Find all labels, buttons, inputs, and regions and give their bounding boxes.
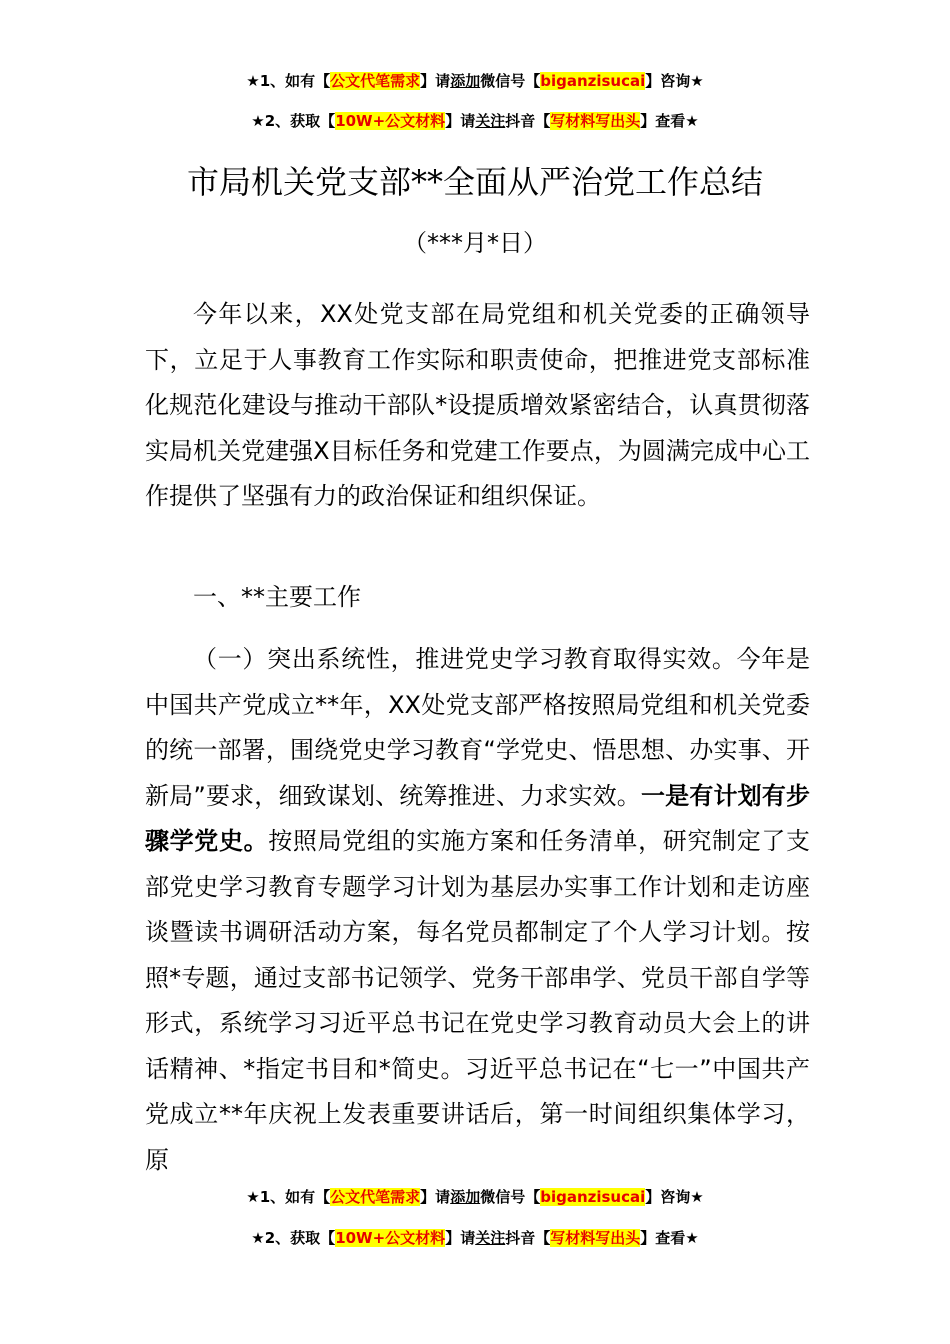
banner-text: 】请 (445, 112, 476, 130)
banner-text: ★1、如有【 (246, 1188, 331, 1206)
banner-text: 】请 (445, 1229, 476, 1247)
intro-text: 今年以来，XX处党支部在局党组和机关党委的正确领导下，立足于人事教育工作实际和职责使命，把推进党支部标准化规范化建设与推动干部队*设提质增效紧密结合，认真贯彻落实局机关党建强X目标任务和党建工作要点，为圆满完成中心工作提供了坚强有力的政治保证和组织保证。 (145, 300, 810, 510)
banner-underline: 添加 (450, 1188, 481, 1206)
heading-text: 一、**主要工作 (193, 583, 361, 611)
banner-highlight: 写材料写出头 (550, 1229, 641, 1247)
section1-paragraph (145, 637, 810, 1183)
document-date: （***月*日） (403, 229, 547, 257)
banner-underline: 关注 (475, 1229, 506, 1247)
banner-highlight: 公文代笔需求 (330, 72, 421, 90)
banner-text: ★2、获取【 (251, 1229, 336, 1247)
banner-text: 抖音【 (505, 112, 551, 130)
intro-paragraph (145, 292, 810, 520)
banner-text: 】咨询★ (645, 1188, 704, 1206)
banner-text: 微信号【 (480, 1188, 541, 1206)
banner-highlight: biganzisucai (540, 1188, 646, 1206)
banner-text: 】查看★ (640, 112, 699, 130)
banner-highlight: 10W+公文材料 (335, 112, 446, 130)
banner-text: 】请 (420, 1188, 451, 1206)
promo-banner-bottom-line2 (0, 1227, 950, 1249)
section1-rest: 按照局党组的实施方案和任务清单，研究制定了支部党史学习教育专题学习计划为基层办实事工作计划和走访座谈暨读书调研活动方案，每名党员都制定了个人学习计划。按照*专题，通过支部书记领学、党务干部串学、党员干部自学等形式，系统学习习近平总书记在党史学习教育动员大会上的讲话精神、*指定书目和*简史。习近平总书记在“七一”中国共产党成立**年庆祝上发表重要讲话后，第一时间组织集体学习，原 (145, 827, 811, 1174)
banner-text: ★1、如有【 (246, 72, 331, 90)
banner-highlight: 10W+公文材料 (335, 1229, 446, 1247)
banner-underline: 添加 (450, 72, 481, 90)
banner-text: 微信号【 (480, 72, 541, 90)
promo-banner-bottom-line1 (0, 1186, 950, 1208)
banner-text: 抖音【 (505, 1229, 551, 1247)
banner-text: ★2、获取【 (251, 112, 336, 130)
banner-highlight: 公文代笔需求 (330, 1188, 421, 1206)
section1-lead: （一）突出系统性，推进党史学习教育取得实效。今年是中国共产党成立**年，XX处党支部严格按照局党组和机关党委的统一部署，围绕党史学习教育“学党史、悟思想、办实事、开新局”要求，细致谋划、统筹推进、力求实效。 (145, 645, 810, 810)
banner-text: 】咨询★ (645, 72, 704, 90)
promo-banner-top-line1 (0, 70, 950, 92)
banner-highlight: 写材料写出头 (550, 112, 641, 130)
section-heading (145, 575, 810, 621)
section1-text (145, 637, 810, 1183)
section1-bold-point: 一是有计划有步骤学党史。 (145, 781, 810, 855)
banner-underline: 关注 (475, 112, 506, 130)
banner-text: 】请 (420, 72, 451, 90)
document-title: 市局机关党支部**全面从严治党工作总结 (186, 163, 763, 201)
banner-text: 】查看★ (640, 1229, 699, 1247)
promo-banner-top-line2 (0, 110, 950, 132)
banner-highlight: biganzisucai (540, 72, 646, 90)
